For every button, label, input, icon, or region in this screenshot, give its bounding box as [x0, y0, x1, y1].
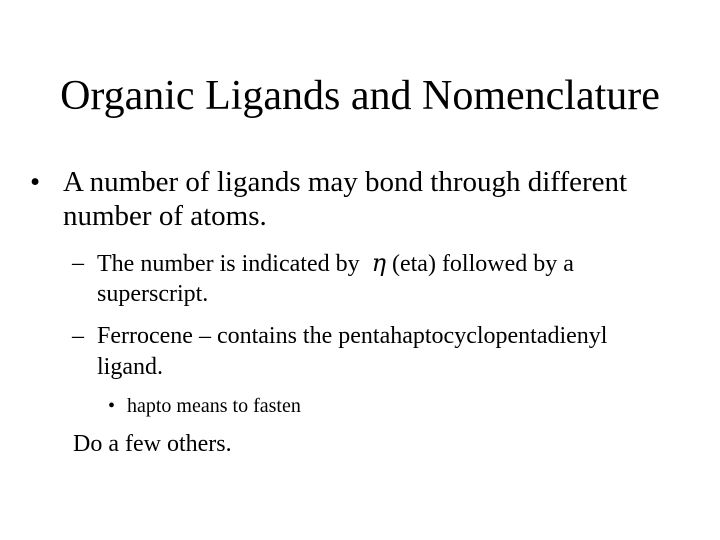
- bullet-level2-eta-line1: [97, 248, 574, 279]
- eta-text-after: (eta) followed by a: [391, 251, 574, 277]
- bullet-level1-line2: number of atoms.: [63, 200, 267, 232]
- bullet-marker-small: •: [108, 395, 116, 417]
- sub-bullet-marker: –: [72, 250, 84, 276]
- bullet-level2-eta-line2: superscript.: [97, 281, 209, 307]
- bullet-marker: •: [30, 166, 41, 198]
- bullet-level3-text: hapto means to fasten: [127, 395, 301, 417]
- eta-text-before: The number is indicated by: [97, 251, 360, 277]
- slide-title: Organic Ligands and Nomenclature: [60, 73, 660, 119]
- eta-symbol: η: [371, 249, 386, 277]
- bullet-level2-ferrocene-line2: ligand.: [97, 354, 163, 380]
- sub-bullet-marker: –: [72, 323, 84, 349]
- bullet-level1-line1: A number of ligands may bond through different: [63, 166, 628, 198]
- bullet-level2-ferrocene-line1: Ferrocene – contains the pentahaptocyclopentadienyl: [97, 323, 608, 349]
- footer-text: Do a few others.: [73, 431, 232, 457]
